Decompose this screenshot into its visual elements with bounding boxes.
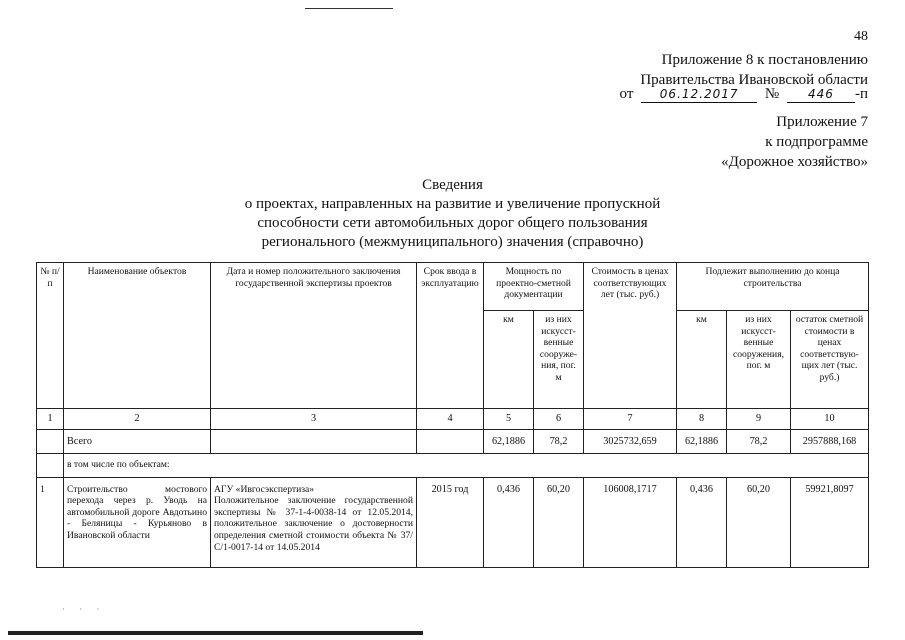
total-cost: 3025732,659: [584, 429, 677, 453]
projects-table: [36, 262, 869, 568]
decree-suffix: -п: [854, 86, 868, 102]
document-title: [0, 176, 905, 252]
row-num: 1: [37, 477, 64, 567]
total-row: [37, 429, 869, 453]
bottom-scan-edge: [8, 631, 423, 635]
by-objects-label: в том числе по объектам:: [64, 453, 869, 477]
number-label: №: [764, 86, 780, 102]
row-km: 0,436: [484, 477, 534, 567]
title-line2: о проектах, направленных на развитие и увеличение пропускной: [244, 196, 661, 212]
total-km: 62,1886: [484, 429, 534, 453]
header-row-1: [37, 263, 869, 311]
header-artificial: из них искусст-венные сооруже-ния, пог. м: [534, 311, 584, 409]
row-expertise-text: Положительное заключение государственной экспертизы № 37-1-4-0038-14 от 12.05.2014, положительное заключение о достоверности определения сметной стоимости объекта № 37/С/1-0017-14 от 14.05.2014: [214, 495, 413, 553]
row-expertise-org: АГУ «Ивгосэкспертиза»: [214, 483, 315, 495]
col-number: 2: [64, 409, 211, 430]
header-km-remaining: км: [677, 311, 727, 409]
title-line1: Сведения: [422, 177, 483, 193]
row-commission: 2015 год: [417, 477, 484, 567]
header-km: км: [484, 311, 534, 409]
col-number: 3: [211, 409, 417, 430]
column-numbers-row: [37, 409, 869, 430]
col-number: 1: [37, 409, 64, 430]
page-number: 48: [854, 29, 868, 44]
appendix7-line1: Приложение 7: [776, 114, 868, 130]
total-km-remaining: 62,1886: [677, 429, 727, 453]
appendix7-line2: к подпрограмме: [765, 134, 868, 150]
col-number: 6: [534, 409, 584, 430]
header-cost: Стоимость в ценах соответствующих лет (тыс. руб.): [584, 263, 677, 409]
row-artificial-remaining: 60,20: [727, 477, 791, 567]
row-expertise: [211, 477, 417, 567]
by-objects-row: [37, 453, 869, 477]
row-artificial: 60,20: [534, 477, 584, 567]
col-number: 8: [677, 409, 727, 430]
col-number: 4: [417, 409, 484, 430]
col-number: 10: [791, 409, 869, 430]
col-number: 9: [727, 409, 791, 430]
header-num: № п/п: [37, 263, 64, 409]
appendix8-line1: Приложение 8 к постановлению: [661, 52, 868, 68]
header-remaining: Подлежит выполнению до конца строительства: [677, 263, 869, 311]
title-line4: регионального (межмуниципального) значения (справочно): [261, 234, 644, 250]
decree-date-number: [620, 84, 868, 104]
appendix7-header: [568, 112, 868, 172]
header-expertise: Дата и номер положительного заключения государственной экспертизы проектов: [211, 263, 417, 409]
header-commission: Срок ввода в эксплуатацию: [417, 263, 484, 409]
total-artificial: 78,2: [534, 429, 584, 453]
top-rule: [305, 8, 393, 9]
scan-specks: · · ·: [62, 604, 106, 614]
title-line3: способности сети автомобильных дорог общего пользования: [257, 215, 648, 231]
from-label: от: [619, 86, 634, 102]
total-label: Всего: [64, 429, 211, 453]
header-name: Наименование объектов: [64, 263, 211, 409]
decree-number: 446: [787, 86, 855, 103]
row-remaining-cost: 59921,8097: [791, 477, 869, 567]
col-number: 7: [584, 409, 677, 430]
row-km-remaining: 0,436: [677, 477, 727, 567]
row-cost: 106008,1717: [584, 477, 677, 567]
total-artificial-remaining: 78,2: [727, 429, 791, 453]
appendix8-line2: Правительства Ивановской области: [640, 72, 868, 88]
header-artificial-remaining: из них искусст-венные сооружения, пог. м: [727, 311, 791, 409]
col-number: 5: [484, 409, 534, 430]
decree-date: 06.12.2017: [641, 86, 757, 103]
table-row: [37, 477, 869, 567]
header-remaining-cost: остаток сметной стоимости в ценах соответствую-щих лет (тыс. руб.): [791, 311, 869, 409]
header-capacity: Мощность по проектно-сметной документации: [484, 263, 584, 311]
row-name: Строительство мостового перехода через р. Уводь на автомобильной дороге Авдотьино - Беляницы - Курьяново в Ивановской области: [64, 477, 211, 567]
total-remaining-cost: 2957888,168: [791, 429, 869, 453]
appendix7-line3: «Дорожное хозяйство»: [721, 154, 868, 170]
